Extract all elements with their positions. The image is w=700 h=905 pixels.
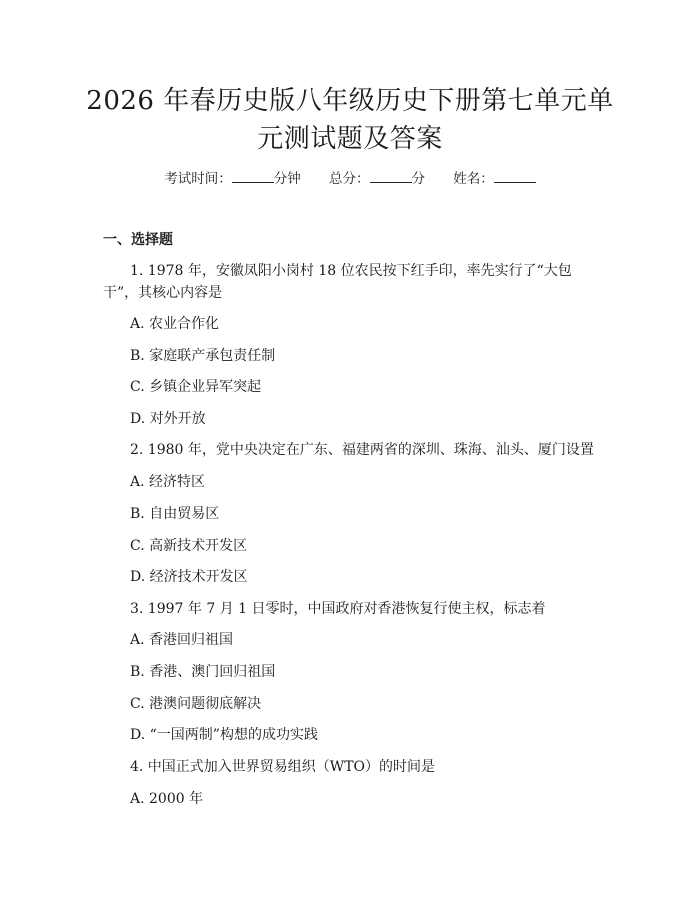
name-label: 姓名： (453, 171, 494, 187)
total-score-unit: 分 (411, 171, 425, 187)
question-1-option-b: B. 家庭联产承包责任制 (130, 348, 276, 364)
question-1-stem-line-1: 1. 1978 年，安徽凤阳小岗村 18 位农民按下红手印，率先实行了“大包 (130, 263, 572, 279)
question-2-option-d: D. 经济技术开发区 (130, 569, 248, 585)
question-1-option-a: A. 农业合作化 (130, 316, 220, 332)
name-blank (494, 170, 536, 183)
exam-time-field (164, 171, 301, 187)
question-3-option-b: B. 香港、澳门回归祖国 (130, 664, 276, 680)
question-1-option-c: C. 乡镇企业异军突起 (130, 379, 262, 395)
question-3-option-a: A. 香港回归祖国 (130, 632, 234, 648)
exam-time-blank (232, 170, 274, 183)
page-title-line-2: 元测试题及答案 (257, 124, 443, 154)
exam-time-unit: 分钟 (273, 171, 301, 187)
question-3-option-d: D. “一国两制”构想的成功实践 (130, 727, 318, 743)
question-4-stem: 4. 中国正式加入世界贸易组织（WTO）的时间是 (130, 759, 436, 775)
exam-time-label: 考试时间： (164, 171, 232, 187)
total-score-blank (370, 170, 412, 183)
section-title: 一、选择题 (103, 232, 173, 248)
question-1-option-d: D. 对外开放 (130, 411, 206, 427)
question-3-stem: 3. 1997 年 7 月 1 日零时，中国政府对香港恢复行使主权，标志着 (130, 601, 546, 617)
exam-info-row (0, 169, 700, 189)
question-4-option-a: A. 2000 年 (130, 791, 204, 807)
question-2-option-c: C. 高新技术开发区 (130, 538, 248, 554)
question-3-option-c: C. 港澳问题彻底解决 (130, 696, 262, 712)
question-1-stem-line-2: 干”，其核心内容是 (103, 285, 223, 301)
name-field (453, 171, 536, 187)
question-2-stem: 2. 1980 年，党中央决定在广东、福建两省的深圳、珠海、汕头、厦门设置 (130, 442, 594, 458)
question-2-option-a: A. 经济特区 (130, 474, 206, 490)
total-score-field (329, 171, 425, 187)
total-score-label: 总分： (329, 171, 370, 187)
question-2-option-b: B. 自由贸易区 (130, 506, 220, 522)
page-title-line-1: 2026 年春历史版八年级历史下册第七单元单 (86, 86, 614, 116)
